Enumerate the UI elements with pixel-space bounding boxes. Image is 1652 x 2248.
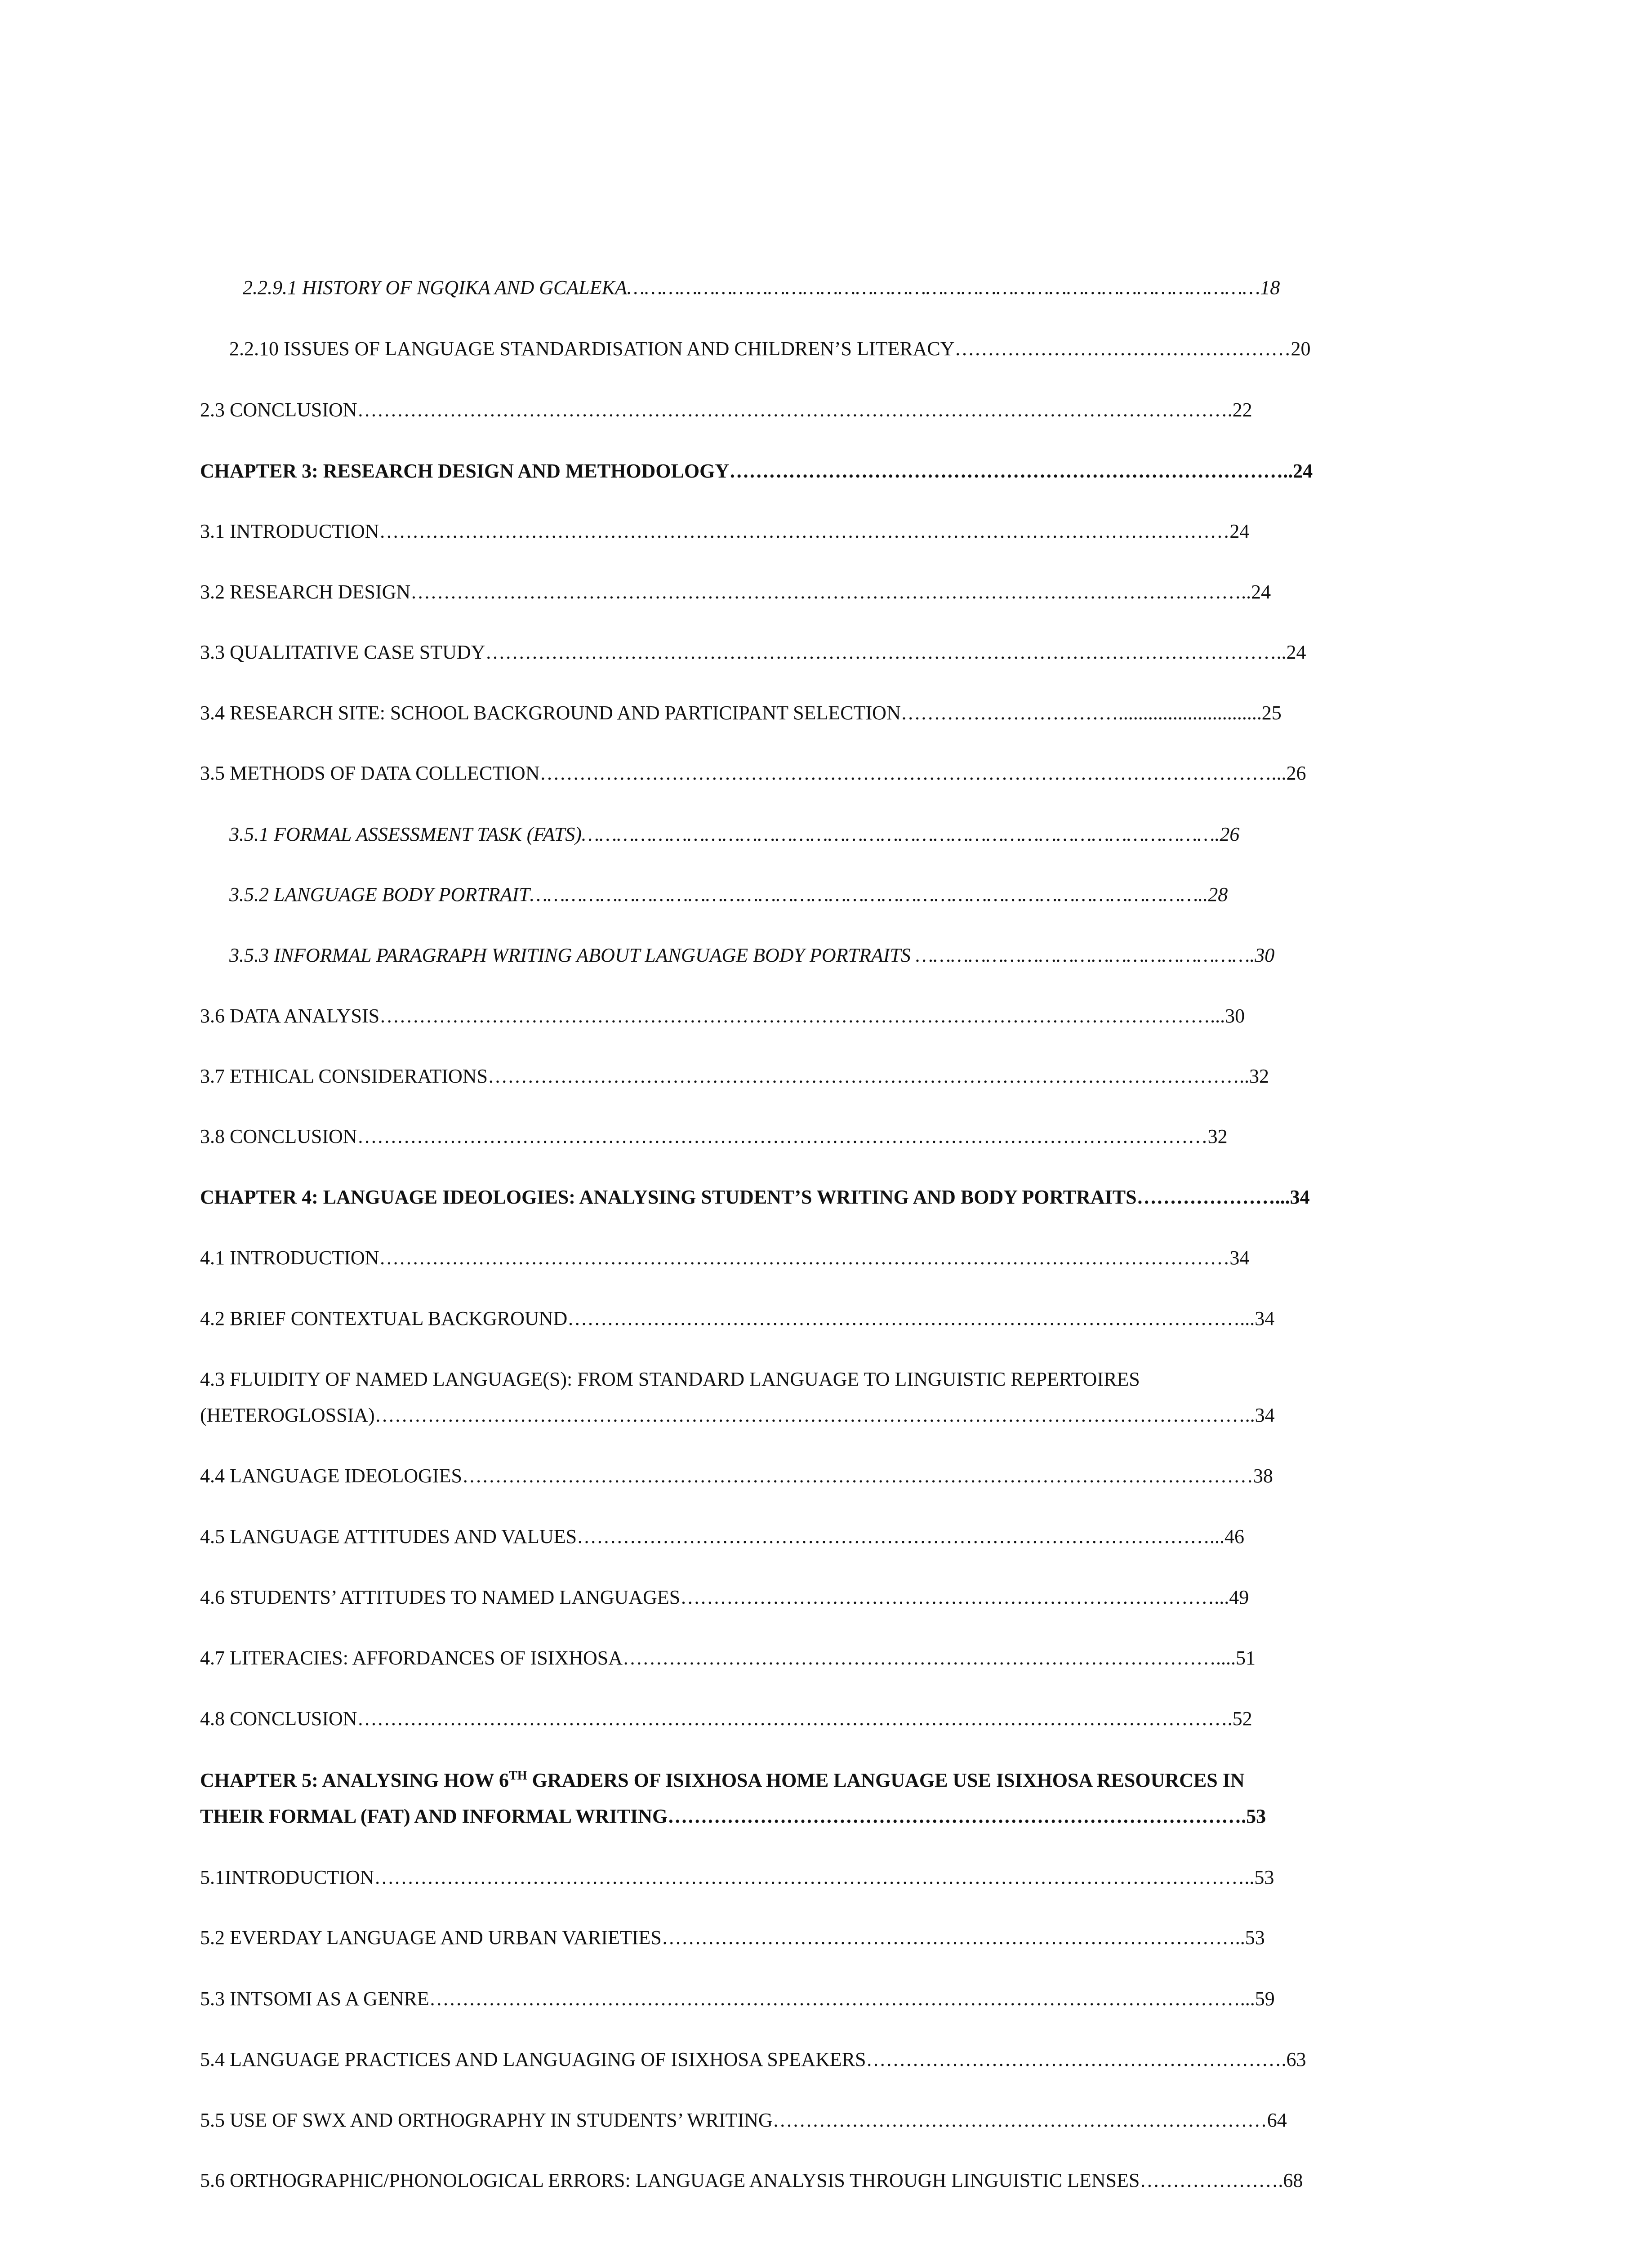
- toc-entry-page-number: 24: [1293, 460, 1313, 482]
- toc-entry: [200, 2168, 1445, 2193]
- toc-entry-leader: ……………………………………………: [954, 338, 1291, 360]
- toc-entry: [200, 1925, 1445, 1950]
- toc-entry: [200, 1804, 1445, 1829]
- toc-entry-leader: ………………………………………………………………………………………………………………..: [410, 581, 1251, 603]
- toc-entry-page-number: 51: [1236, 1647, 1256, 1669]
- toc-entry-page-number: 28: [1208, 883, 1228, 905]
- toc-entry-leader: …………………………………………………………………………..: [729, 460, 1293, 482]
- toc-entry-title: 3.1 INTRODUCTION: [200, 520, 379, 542]
- toc-entry-title: 4.5 LANGUAGE ATTITUDES AND VALUES: [200, 1525, 577, 1548]
- toc-entry-title: 3.2 RESEARCH DESIGN: [200, 581, 411, 603]
- toc-entry: [200, 1865, 1445, 1890]
- toc-entry-title: 3.5 METHODS OF DATA COLLECTION: [200, 762, 540, 784]
- toc-entry-page-number: 53: [1246, 1805, 1266, 1827]
- toc-entry: [200, 1524, 1445, 1549]
- toc-entry-superscript: TH: [509, 1769, 527, 1783]
- toc-entry: [200, 1706, 1445, 1731]
- toc-entry: [229, 822, 1445, 847]
- toc-entry-title: 4.3 FLUIDITY OF NAMED LANGUAGE(S): FROM STANDARD LANGUAGE TO LINGUISTIC REPERTOIRES: [200, 1368, 1140, 1390]
- toc-entry-title: 3.3 QUALITATIVE CASE STUDY: [200, 641, 485, 663]
- toc-entry-leader: …………………………………………………………………………………………………...: [539, 762, 1287, 784]
- toc-entry: [200, 1185, 1445, 1210]
- toc-entry-page-number: 18: [1260, 277, 1280, 299]
- toc-entry-leader: ……………………………………………………………………………………………….: [581, 823, 1220, 845]
- toc-entry-leader: …………………...: [1136, 1186, 1290, 1208]
- toc-entry-title: 2.2.9.1 HISTORY OF NGQIKA AND GCALEKA: [243, 277, 627, 299]
- toc-entry-title: 4.1 INTRODUCTION: [200, 1247, 379, 1269]
- toc-entry-title: 4.7 LITERACIES: AFFORDANCES OF ISIXHOSA: [200, 1647, 623, 1669]
- toc-entry: [200, 459, 1445, 484]
- toc-entry-title: 4.6 STUDENTS’ ATTITUDES TO NAMED LANGUAGES: [200, 1586, 681, 1608]
- toc-entry-leader: ……………………………………………………………………………………………………..: [530, 883, 1208, 905]
- toc-entry-page-number: 34: [1255, 1307, 1275, 1329]
- toc-entry-page-number: 26: [1286, 762, 1306, 784]
- toc-entry-page-number: 22: [1232, 399, 1252, 421]
- toc-entry-page-number: 53: [1245, 1927, 1265, 1949]
- toc-entry: [200, 1124, 1445, 1149]
- toc-entry: [200, 1245, 1445, 1271]
- toc-entry-leader: …………………………………………………………………………………………………………………….: [357, 1708, 1233, 1730]
- toc-entry: [243, 275, 1445, 300]
- toc-entry: [229, 336, 1445, 361]
- toc-entry-title: 3.5.3 INFORMAL PARAGRAPH WRITING ABOUT LANGUAGE BODY PORTRAITS: [229, 944, 911, 966]
- toc-entry-page-number: 32: [1249, 1065, 1269, 1087]
- toc-entry: [200, 640, 1445, 665]
- toc-entry-title: 5.4 LANGUAGE PRACTICES AND LANGUAGING OF ISIXHOSA SPEAKERS: [200, 2048, 866, 2070]
- toc-entry-leader: ………………….: [1140, 2169, 1283, 2191]
- toc-entry: [200, 397, 1445, 423]
- toc-entry-page-number: 24: [1286, 641, 1306, 663]
- toc-entry: [200, 2108, 1445, 2133]
- toc-entry-page-number: 20: [1291, 338, 1311, 360]
- toc-entry-title: 5.2 EVERDAY LANGUAGE AND URBAN VARIETIES: [200, 1927, 662, 1949]
- toc-entry: [229, 943, 1445, 968]
- toc-entry: [200, 1646, 1445, 1671]
- toc-entry: [200, 700, 1445, 726]
- toc-entry-leader: ………………………………………………………………………...: [680, 1586, 1229, 1608]
- toc-entry-title: 3.6 DATA ANALYSIS: [200, 1005, 380, 1027]
- toc-entry: [200, 1004, 1445, 1029]
- toc-entry: [200, 519, 1445, 544]
- toc-entry: [200, 580, 1445, 605]
- toc-entry-leader: ……………………………………………………………………………………...: [577, 1525, 1225, 1548]
- toc-entry-page-number: 53: [1254, 1866, 1274, 1888]
- toc-entry: [200, 761, 1445, 786]
- toc-entry-title: (HETEROGLOSSIA): [200, 1404, 375, 1426]
- toc-entry-title: 3.7 ETHICAL CONSIDERATIONS: [200, 1065, 488, 1087]
- toc-entry-page-number: 46: [1225, 1525, 1245, 1548]
- toc-entry-leader: ………………………………………………….: [910, 944, 1255, 966]
- toc-entry: [200, 1306, 1445, 1331]
- toc-entry-title: 4.8 CONCLUSION: [200, 1708, 357, 1730]
- toc-entry: [200, 1986, 1445, 2012]
- toc-entry-title-continued: GRADERS OF ISIXHOSA HOME LANGUAGE USE ISIXHOSA RESOURCES IN: [527, 1769, 1245, 1791]
- toc-entry-leader: …………………………………………………………………………………………...: [567, 1307, 1255, 1329]
- toc-entry: [200, 1403, 1445, 1428]
- toc-entry-page-number: 34: [1290, 1186, 1310, 1208]
- toc-entry: [200, 1463, 1445, 1489]
- toc-entry-leader: ……………………………………………………….: [866, 2048, 1287, 2070]
- toc-entry-leader: …………………………………………………………………………………………………………………….: [357, 399, 1233, 421]
- toc-entry-title: 3.5.1 FORMAL ASSESSMENT TASK (FATS): [229, 823, 582, 845]
- toc-entry-page-number: 34: [1255, 1404, 1275, 1426]
- toc-entry-page-number: 52: [1232, 1708, 1252, 1730]
- toc-entry-title: CHAPTER 3: RESEARCH DESIGN AND METHODOLOGY: [200, 460, 730, 482]
- toc-entry-page-number: 64: [1267, 2109, 1287, 2131]
- toc-entry-leader: …………………………………………………………………………………………………………..: [485, 641, 1287, 663]
- toc-entry-page-number: 24: [1251, 581, 1271, 603]
- toc-entry: [200, 1367, 1445, 1392]
- toc-entry-leader: …………………………………………………………………: [772, 2109, 1267, 2131]
- toc-entry: [229, 882, 1445, 907]
- toc-entry-title: CHAPTER 5: ANALYSING HOW 6: [200, 1769, 509, 1791]
- toc-entry-page-number: 68: [1283, 2169, 1303, 2191]
- toc-entry-title: 5.6 ORTHOGRAPHIC/PHONOLOGICAL ERRORS: LANGUAGE ANALYSIS THROUGH LINGUISTIC LENSES: [200, 2169, 1140, 2191]
- toc-entry-leader: …………………………….............................: [900, 702, 1262, 724]
- toc-entry-leader: ………………………………………………………………………………………………………………...: [379, 1005, 1225, 1027]
- toc-entry-page-number: 63: [1286, 2048, 1306, 2070]
- toc-entry-leader: ……………………………………………………………………………………………………………...: [429, 1988, 1255, 2010]
- toc-entry-title: 4.2 BRIEF CONTEXTUAL BACKGROUND: [200, 1307, 568, 1329]
- toc-entry-page-number: 59: [1255, 1988, 1275, 2010]
- toc-entry-leader: ……………………………………………………………………………………………………..: [488, 1065, 1250, 1087]
- toc-entry-title: 2.3 CONCLUSION: [200, 399, 357, 421]
- toc-entry-page-number: 34: [1229, 1247, 1250, 1269]
- toc-entry-page-number: 30: [1225, 1005, 1245, 1027]
- toc-entry-title: CHAPTER 4: LANGUAGE IDEOLOGIES: ANALYSING STUDENT’S WRITING AND BODY PORTRAITS: [200, 1186, 1137, 1208]
- toc-entry-title: 2.2.10 ISSUES OF LANGUAGE STANDARDISATION AND CHILDREN’S LITERACY: [229, 338, 955, 360]
- toc-entry-page-number: 30: [1255, 944, 1275, 966]
- toc-entry-title: 3.8 CONCLUSION: [200, 1125, 357, 1147]
- toc-entry-leader: …………………………………………………………………………………………………………: [462, 1465, 1253, 1487]
- toc-entry-title: 5.1INTRODUCTION: [200, 1866, 374, 1888]
- toc-entry-leader: ………………………………………………………………………………....: [623, 1647, 1236, 1669]
- toc-entry-page-number: 38: [1253, 1465, 1273, 1487]
- toc-entry-leader: …………………………………………………………………………….: [668, 1805, 1247, 1827]
- toc-entry-title: 5.5 USE OF SWX AND ORTHOGRAPHY IN STUDENTS’ WRITING: [200, 2109, 773, 2131]
- toc-entry-leader: …………………………………………………………………………………………………………………: [379, 520, 1230, 542]
- toc-entry: [200, 2047, 1445, 2072]
- toc-entry: [200, 1064, 1445, 1089]
- toc-entry-title: 5.3 INTSOMI AS A GENRE: [200, 1988, 429, 2010]
- toc-entry-page-number: 24: [1229, 520, 1250, 542]
- toc-entry-leader: ……………………………………………………………………………..: [661, 1927, 1245, 1949]
- toc-entry-leader: …………………………………………………………………………………………………………………: [379, 1247, 1230, 1269]
- toc-entry-title: 3.4 RESEARCH SITE: SCHOOL BACKGROUND AND PARTICIPANT SELECTION: [200, 702, 901, 724]
- toc-entry-leader: ………………………………………………………………………………………………: [627, 277, 1260, 299]
- toc-entry-title: THEIR FORMAL (FAT) AND INFORMAL WRITING: [200, 1805, 668, 1827]
- toc-entry-leader: ……………………………………………………………………………………………………………………..: [374, 1404, 1255, 1426]
- toc-entry-title: 4.4 LANGUAGE IDEOLOGIES: [200, 1465, 462, 1487]
- toc-entry-leader: ……………………………………………………………………………………………………………………..: [374, 1866, 1255, 1888]
- toc-entry-page-number: 49: [1229, 1586, 1249, 1608]
- toc-entry: [200, 1768, 1445, 1793]
- toc-entry: [200, 1585, 1445, 1610]
- toc-entry-page-number: 25: [1261, 702, 1282, 724]
- toc-entry-page-number: 32: [1207, 1125, 1228, 1147]
- toc-entry-title: 3.5.2 LANGUAGE BODY PORTRAIT: [229, 883, 530, 905]
- toc-entry-page-number: 26: [1220, 823, 1240, 845]
- toc-entry-leader: …………………………………………………………………………………………………………………: [357, 1125, 1208, 1147]
